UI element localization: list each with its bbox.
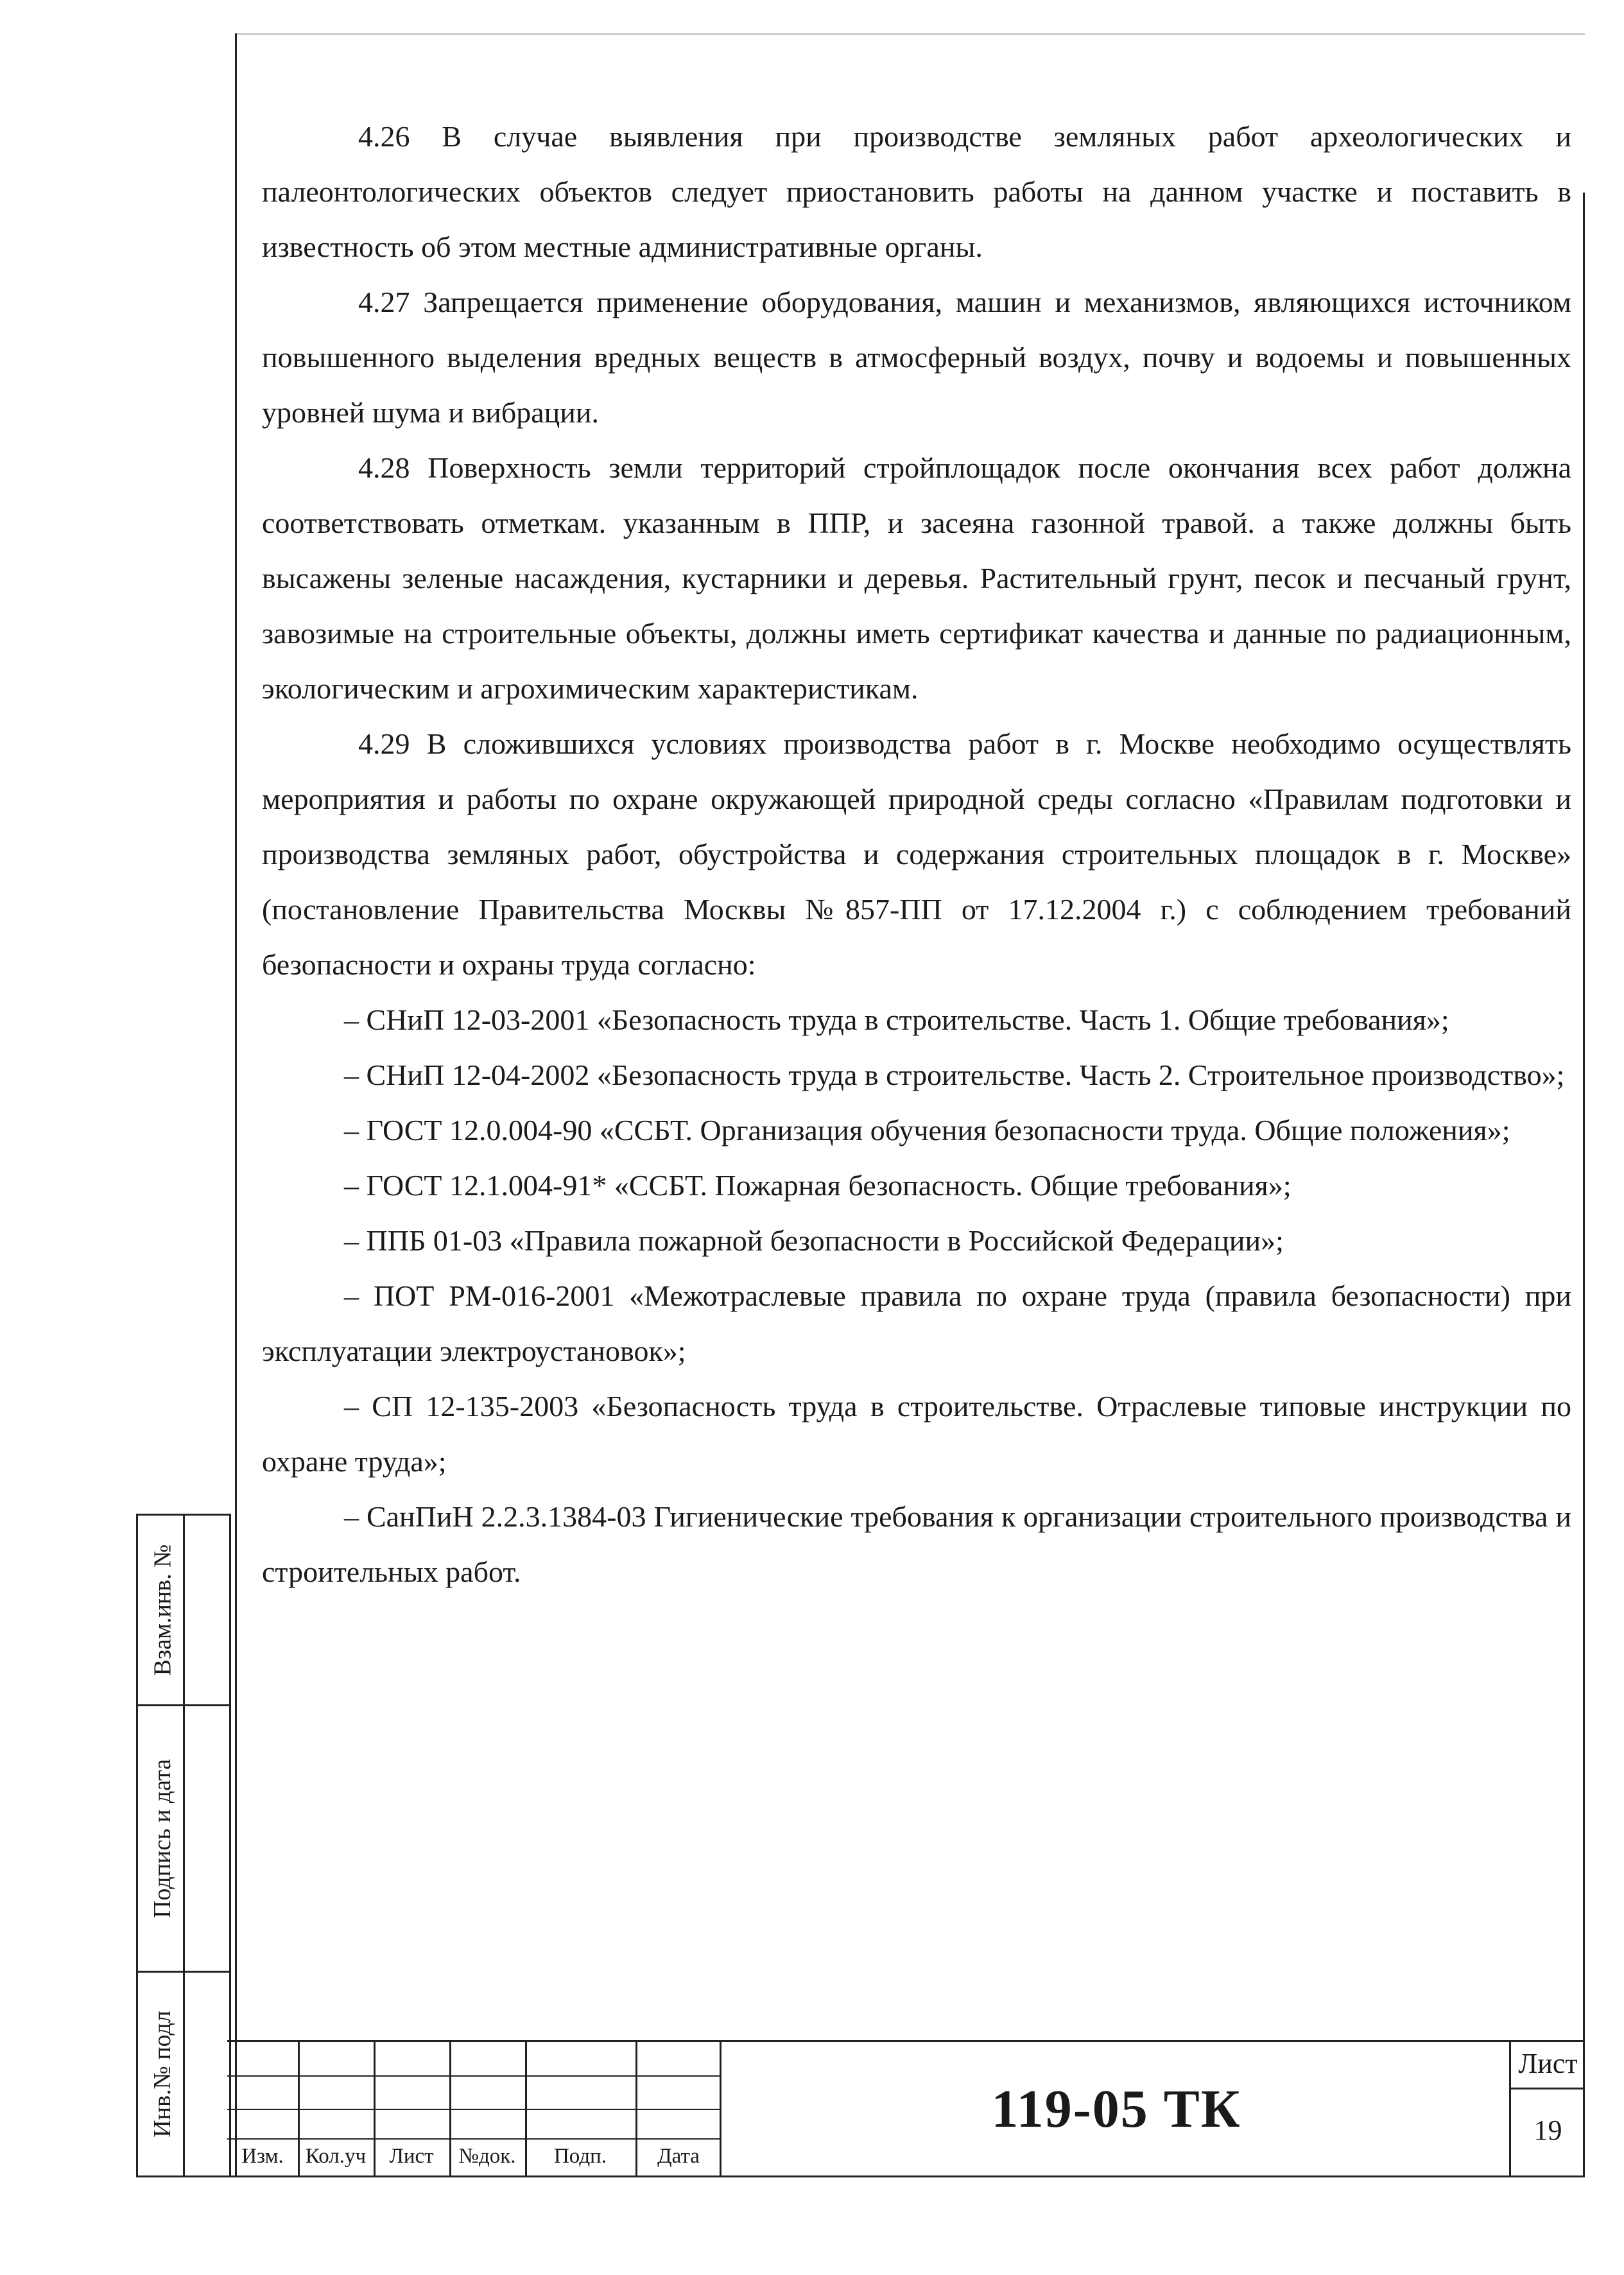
- list-item: – СП 12-135-2003 «Безопасность труда в строительстве. Отраслевые типовые инструкции по охране труда»;: [262, 1390, 1571, 1478]
- list-item: – ГОСТ 12.0.004-90 «ССБТ. Организация обучения безопасности труда. Общие положения»;: [344, 1114, 1510, 1146]
- frame-left-line: [235, 33, 237, 2177]
- sheet-label: Лист: [1511, 2043, 1585, 2089]
- original-inv-label: Инв.№ подл: [149, 2011, 177, 2138]
- header-ndok: №док.: [458, 2145, 516, 2168]
- title-block: [227, 2040, 1585, 2177]
- list-item: – ПОТ РМ-016-2001 «Межотраслевые правила по охране труда (правила безопасности) при эксплуатации электроустановок»;: [262, 1279, 1571, 1367]
- header-izm: Изм.: [241, 2145, 284, 2168]
- side-stamp-signature-date: [136, 1704, 231, 1973]
- side-stamp-replaced-inv: [136, 1514, 231, 1706]
- signature-date-label: Подпись и дата: [149, 1758, 177, 1919]
- list-item: – СНиП 12-03-2001 «Безопасность труда в строительстве. Часть 1. Общие требования»;: [344, 1003, 1449, 1036]
- list-item: – ГОСТ 12.1.004-91* «ССБТ. Пожарная безопасность. Общие требования»;: [344, 1169, 1291, 1202]
- paragraph-4-27: 4.27 Запрещается применение оборудования, машин и механизмов, являющихся источником повышенного выделения вредных веществ в атмосферный воздух, почву и водоемы и повышенных уровней шума и вибрации.: [262, 286, 1571, 429]
- header-podp: Подп.: [553, 2145, 607, 2168]
- frame-right-line: [1583, 193, 1585, 2177]
- list-item: – СанПиН 2.2.3.1384-03 Гигиенические требования к организации строительного производства и строительных работ.: [262, 1500, 1571, 1588]
- header-list: Лист: [389, 2145, 434, 2168]
- replaced-inv-label: Взам.инв. №: [149, 1544, 177, 1676]
- list-item: – ППБ 01-03 «Правила пожарной безопасности в Российской Федерации»;: [344, 1224, 1284, 1257]
- frame-top-line: [235, 33, 1585, 35]
- paragraph-4-26: 4.26 В случае выявления при производстве земляных работ археологических и палеонтологических объектов следует приостановить работы на данном участке и поставить в известность об этом местные административные органы.: [262, 120, 1571, 263]
- sheet-number: 19: [1533, 2115, 1562, 2146]
- header-data: Дата: [657, 2145, 700, 2168]
- side-stamp-original-inv: [136, 1971, 231, 2177]
- list-item: – СНиП 12-04-2002 «Безопасность труда в строительстве. Часть 2. Строительное производство»;: [344, 1059, 1565, 1091]
- revision-table: [227, 2042, 721, 2176]
- sheet-cell: [1509, 2042, 1585, 2176]
- header-kol-uch: Кол.уч: [305, 2145, 367, 2168]
- document-body: [262, 109, 1571, 1600]
- document-code: 119-05 ТК: [991, 2079, 1241, 2139]
- paragraph-4-28: 4.28 Поверхность земли территорий стройплощадок после окончания всех работ должна соответствовать отметкам. указанным в ППР, и засеяна газонной травой. а также должны быть высажены зеленые насаждения, кустарники и деревья. Растительный грунт, песок и песчаный грунт, завозимые на строительные объекты, должны иметь сертификат качества и данные по радиационным, экологическим и агрохимическим характеристикам.: [262, 451, 1571, 705]
- paragraph-4-29: 4.29 В сложившихся условиях производства работ в г. Москве необходимо осуществлять мероприятия и работы по охране окружающей природной среды согласно «Правилам подготовки и производства земляных работ, обустройства и содержания строительных площадок в г. Москве» (постановление Правительства Москвы №857-ПП от 17.12.2004 г.) с соблюдением требований безопасности и охраны труда согласно:: [262, 727, 1571, 981]
